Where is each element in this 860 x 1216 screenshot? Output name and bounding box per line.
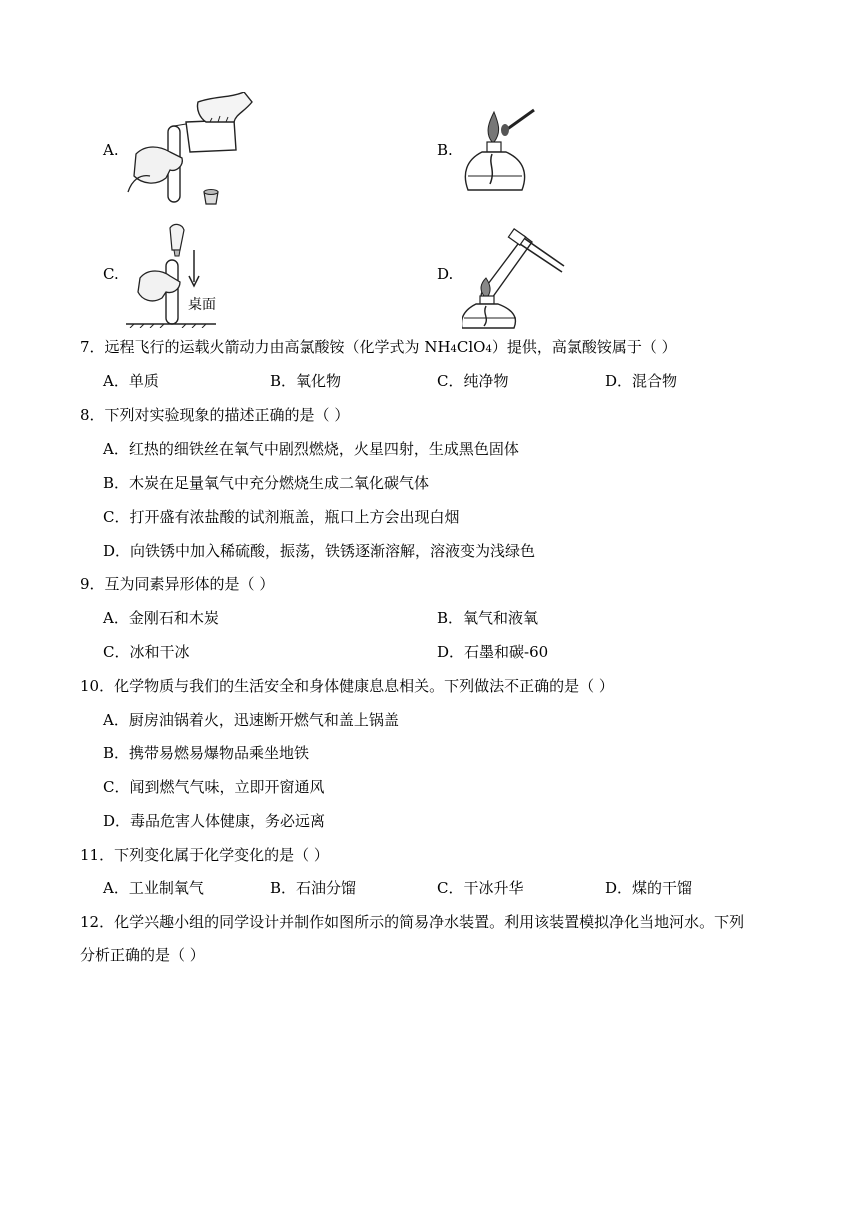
lighting-alcohol-lamp-illustration xyxy=(462,98,542,194)
pouring-liquid-illustration xyxy=(126,92,256,207)
question-7-option-c[interactable]: C．纯净物 xyxy=(437,372,509,390)
question-7-subscript: 4 xyxy=(450,344,457,355)
question-10-option-a[interactable]: A．厨房油锅着火，迅速断开燃气和盖上锅盖 xyxy=(103,711,399,729)
question-7-option-d[interactable]: D．混合物 xyxy=(605,372,678,390)
question-8-option-c[interactable]: C．打开盛有浓盐酸的试剂瓶盖，瓶口上方会出现白烟 xyxy=(103,508,460,526)
question-10-option-b[interactable]: B．携带易燃易爆物品乘坐地铁 xyxy=(103,744,310,762)
figure-option-b-label: B. xyxy=(437,141,453,159)
question-9-option-a[interactable]: A．金刚石和木炭 xyxy=(103,609,219,627)
question-7-option-b[interactable]: B．氧化物 xyxy=(270,372,342,390)
question-12-stem-line-2: 分析正确的是（ ） xyxy=(80,946,205,964)
question-9-option-b[interactable]: B．氧气和液氧 xyxy=(437,609,539,627)
figure-option-c-label: C. xyxy=(103,265,119,283)
question-11-option-c[interactable]: C．干冰升华 xyxy=(437,879,524,897)
question-10-option-d[interactable]: D．毒品危害人体健康，务必远离 xyxy=(103,812,326,830)
question-7-subscript: 4 xyxy=(485,344,492,355)
question-7-option-a[interactable]: A．单质 xyxy=(103,372,159,390)
question-8-option-b[interactable]: B．木炭在足量氧气中充分燃烧生成二氧化碳气体 xyxy=(103,474,430,492)
table-surface-label: 桌面 xyxy=(188,297,216,313)
question-9-option-d[interactable]: D．石墨和碳-60 xyxy=(437,643,549,661)
question-11-option-b[interactable]: B．石油分馏 xyxy=(270,879,357,897)
figure-option-a-label: A. xyxy=(103,141,119,159)
question-11-stem: 11．下列变化属于化学变化的是（ ） xyxy=(80,846,329,864)
question-11-option-a[interactable]: A．工业制氧气 xyxy=(103,879,204,897)
question-10-stem: 10．化学物质与我们的生活安全和身体健康息息相关。下列做法不正确的是（ ） xyxy=(80,677,614,695)
heating-test-tube-illustration xyxy=(462,218,566,330)
question-7-stem-part: ）提供，高氯酸铵属于（ ） xyxy=(491,338,677,356)
question-9-stem: 9．互为同素异形体的是（ ） xyxy=(80,575,275,593)
question-10-option-c[interactable]: C．闻到燃气气味，立即开窗通风 xyxy=(103,778,325,796)
figure-option-d-label: D. xyxy=(437,265,454,283)
question-9-option-c[interactable]: C．冰和干冰 xyxy=(103,643,190,661)
question-8-option-a[interactable]: A．红热的细铁丝在氧气中剧烈燃烧，火星四射，生成黑色固体 xyxy=(103,440,519,458)
question-8-stem: 8．下列对实验现象的描述正确的是（ ） xyxy=(80,406,350,424)
question-8-option-d[interactable]: D．向铁锈中加入稀硫酸，振荡，铁锈逐渐溶解，溶液变为浅绿色 xyxy=(103,542,536,560)
question-7-stem-part: 7．远程飞行的运载火箭动力由高氯酸铵（化学式为 NH xyxy=(80,338,451,356)
question-7-stem xyxy=(80,337,677,360)
question-12-stem-line-1: 12．化学兴趣小组的同学设计并制作如图所示的简易净水装置。利用该装置模拟净化当地河水。下列 xyxy=(80,913,745,931)
question-11-option-d[interactable]: D．煤的干馏 xyxy=(605,879,693,897)
question-7-stem-part: ClO xyxy=(456,338,486,356)
